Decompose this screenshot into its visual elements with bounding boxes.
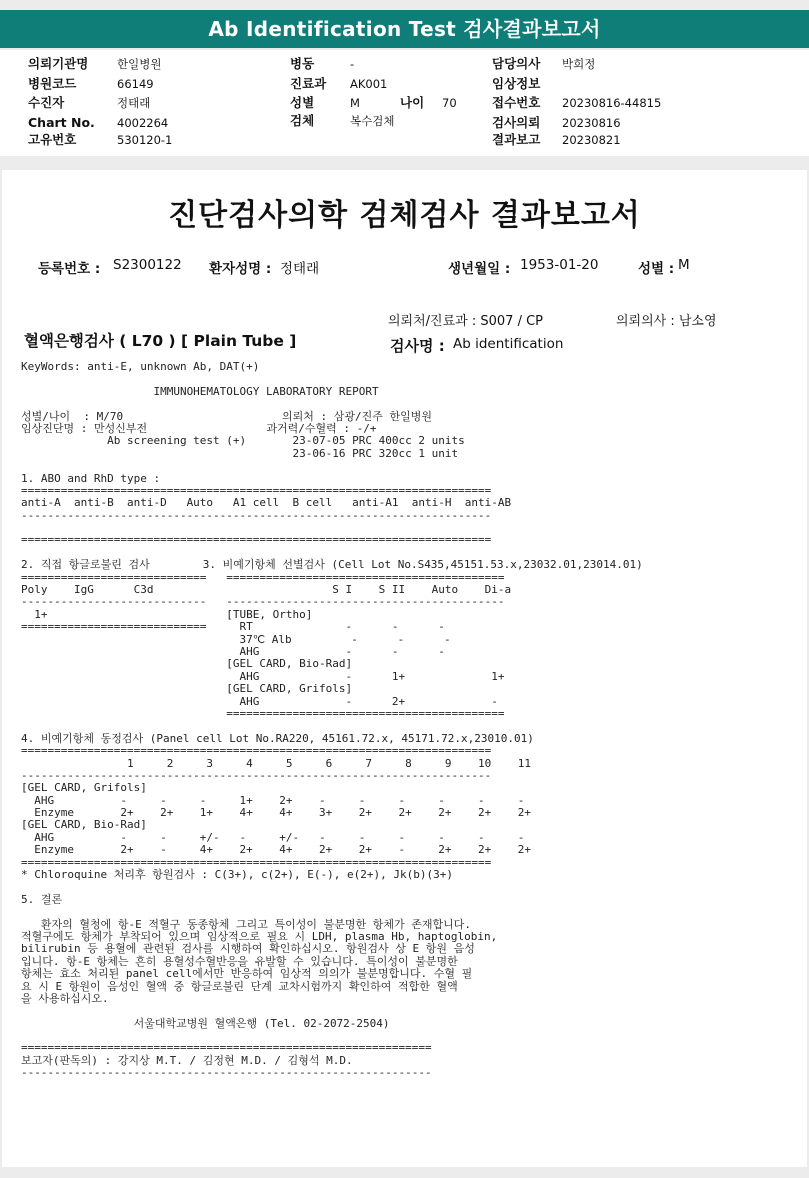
field-label: 검체 [290,113,315,128]
report-line: ----------------------------------------------------------------------- [21,768,492,782]
field-label: 담당의사 [492,56,541,71]
report-line [21,906,643,918]
report-line: ======================================================================= [21,855,492,869]
report-line [21,460,643,472]
field-label: 성별 [290,95,315,110]
field-value: 20230816 [562,116,621,130]
field-value: 70 [442,96,457,110]
report-line: 2. 직접 항글로불린 검사 3. 비예기항체 선별검사 (Cell Lot No.S435,45151.53.x,23032.01,23014.01) [21,558,643,572]
test-name-value: Ab identification [453,336,564,352]
field-label: 고유번호 [28,132,77,147]
dob-value: 1953-01-20 [520,257,599,273]
report-line: 37℃ Alb - - - [21,632,451,646]
report-line: 환자의 혈청에 항-E 적혈구 동종항체 그리고 특이성이 불분명한 항체가 존재합니다. [21,917,471,931]
report-line: 을 사용하십시오. [21,991,109,1005]
patient-name-label: 환자성명 : [209,261,272,277]
report-line: ============================ RT - - - [21,620,445,634]
report-line: ---------------------------- ------------------------------------------ [21,595,505,609]
field-value: 530120-1 [117,133,173,147]
report-line: AHG - 2+ - [21,694,498,708]
report-line: 요 시 E 항원이 음성인 혈액 중 항글로불린 단계 교차시험까지 확인하여 적합한 혈액 [21,979,458,993]
report-line: [GEL CARD, Grifols] [21,682,353,696]
report-page [2,170,807,1167]
report-line: * Chloroquine 처리후 항원검사 : C(3+), c(2+), E(-), e(2+), Jk(b)(3+) [21,868,453,882]
field-label: 병원코드 [28,76,77,91]
field-value: 66149 [117,77,154,91]
report-line: AHG - 1+ 1+ [21,669,505,683]
report-line: ============================================================== [21,1041,432,1055]
report-line: [GEL CARD, Bio-Rad] [21,818,147,832]
report-line: [GEL CARD, Bio-Rad] [21,657,353,671]
report-line [21,398,643,410]
field-value: 박희정 [562,57,596,71]
field-label: 수진자 [28,95,65,110]
registration-label: 등록번호 : [38,261,101,277]
report-line: 1 2 3 4 5 6 7 8 9 10 11 [21,756,531,770]
report-line: [GEL CARD, Grifols] [21,781,147,795]
report-line: 서울대학교병원 혈액은행 (Tel. 02-2072-2504) [21,1016,390,1030]
field-label: 접수번호 [492,95,541,110]
patient-header [0,50,809,156]
report-line: AHG - - - [21,644,445,658]
field-value: 복수검체 [350,114,395,128]
field-value: M [350,96,360,110]
report-line: 적혈구에도 항체가 부착되어 있으며 임상적으로 필요 시 LDH, plasma Hb, haptoglobin, [21,929,498,943]
report-body [21,361,643,1080]
report-line [21,1005,643,1017]
field-label: 검사의뢰 [492,115,541,130]
report-line: ============================ ========================================== [21,570,505,584]
blood-bank-test-title: 혈액은행검사 ( L70 ) [ Plain Tube ] [24,332,297,350]
report-line [21,720,643,732]
report-line: 5. 결론 [21,892,63,906]
report-title-bar: Ab Identification Test 검사결과보고서 [0,10,809,48]
report-line: 성별/나이 : M/70 의뢰처 : 삼광/진주 한일병원 [21,409,433,423]
field-value: 한일병원 [117,57,162,71]
report-line: bilirubin 등 용혈에 관련된 검사를 시행하여 확인하십시오. 항원검사 상 E 항원 음성 [21,942,475,956]
patient-name-value: 정태래 [280,261,320,277]
report-line: 입니다. 항-E 항체는 흔히 용혈성수혈반응을 유발할 수 있습니다. 특이성이 불분명한 [21,954,458,968]
report-line: 임상진단명 : 만성신부전 과거력/수혈력 : -/+ [21,421,377,435]
field-value: 4002264 [117,116,169,130]
report-line: 4. 비예기항체 동정검사 (Panel cell Lot No.RA220, 45161.72.x, 45171.72.x,23010.01) [21,731,534,745]
report-line: ----------------------------------------------------------------------- [21,508,492,522]
field-label: Chart No. [28,115,95,130]
report-line: ======================================================================= [21,483,492,497]
field-label: 나이 [400,95,425,110]
report-line: Enzyme 2+ - 4+ 2+ 4+ 2+ 2+ - 2+ 2+ 2+ [21,843,531,857]
registration-value: S2300122 [113,257,182,273]
report-line: 항체는 효소 처리된 panel cell에서만 반응하여 임상적 의의가 불분명합니다. 수혈 필 [21,967,473,981]
report-title: 진단검사의학 검체검사 결과보고서 [168,198,641,233]
sex-value: M [678,257,690,273]
ordering-doctor-line: 의뢰의사 : 남소영 [616,314,717,329]
report-line: Poly IgG C3d S I S II Auto Di-a [21,583,512,597]
report-line: Ab screening test (+) 23-07-05 PRC 400cc 2 units [21,434,465,448]
field-label: 임상정보 [492,76,541,91]
report-line: -------------------------------------------------------------- [21,1066,432,1080]
report-line: IMMUNOHEMATOLOGY LABORATORY REPORT [21,384,379,398]
report-line: 보고자(판독의) : 강지상 M.T. / 김정현 M.D. / 김형석 M.D. [21,1053,353,1067]
report-line: AHG - - +/- - +/- - - - - - - [21,830,525,844]
report-line: KeyWords: anti-E, unknown Ab, DAT(+) [21,360,260,373]
field-value: - [350,57,355,71]
report-line: Enzyme 2+ 2+ 1+ 4+ 4+ 3+ 2+ 2+ 2+ 2+ 2+ [21,806,531,820]
department-line: 의뢰처/진료과 : S007 / CP [388,314,543,329]
field-value: AK001 [350,77,388,91]
field-value: 20230816-44815 [562,96,662,110]
report-line: 1. ABO and RhD type : [21,471,161,485]
field-label: 의뢰기관명 [28,56,89,71]
field-label: 결과보고 [492,132,541,147]
report-line [21,373,643,385]
report-line: AHG - - - 1+ 2+ - - - - - - [21,793,525,807]
field-label: 진료과 [290,76,327,91]
dob-label: 생년월일 : [448,261,511,277]
report-line: 1+ [TUBE, Ortho] [21,607,313,621]
report-line: anti-A anti-B anti-D Auto A1 cell B cell anti-A1 anti-H anti-AB [21,496,512,510]
field-label: 병동 [290,56,315,71]
field-value: 20230821 [562,133,621,147]
report-line: 23-06-16 PRC 320cc 1 unit [21,446,459,460]
sex-label: 성별 : [638,261,675,277]
field-value: 정태래 [117,96,151,110]
report-line: ======================================================================= [21,744,492,758]
report-line [21,881,643,893]
report-line: ======================================================================= [21,533,492,547]
test-name-label: 검사명 : [390,337,445,355]
report-line: ========================================== [21,706,505,720]
